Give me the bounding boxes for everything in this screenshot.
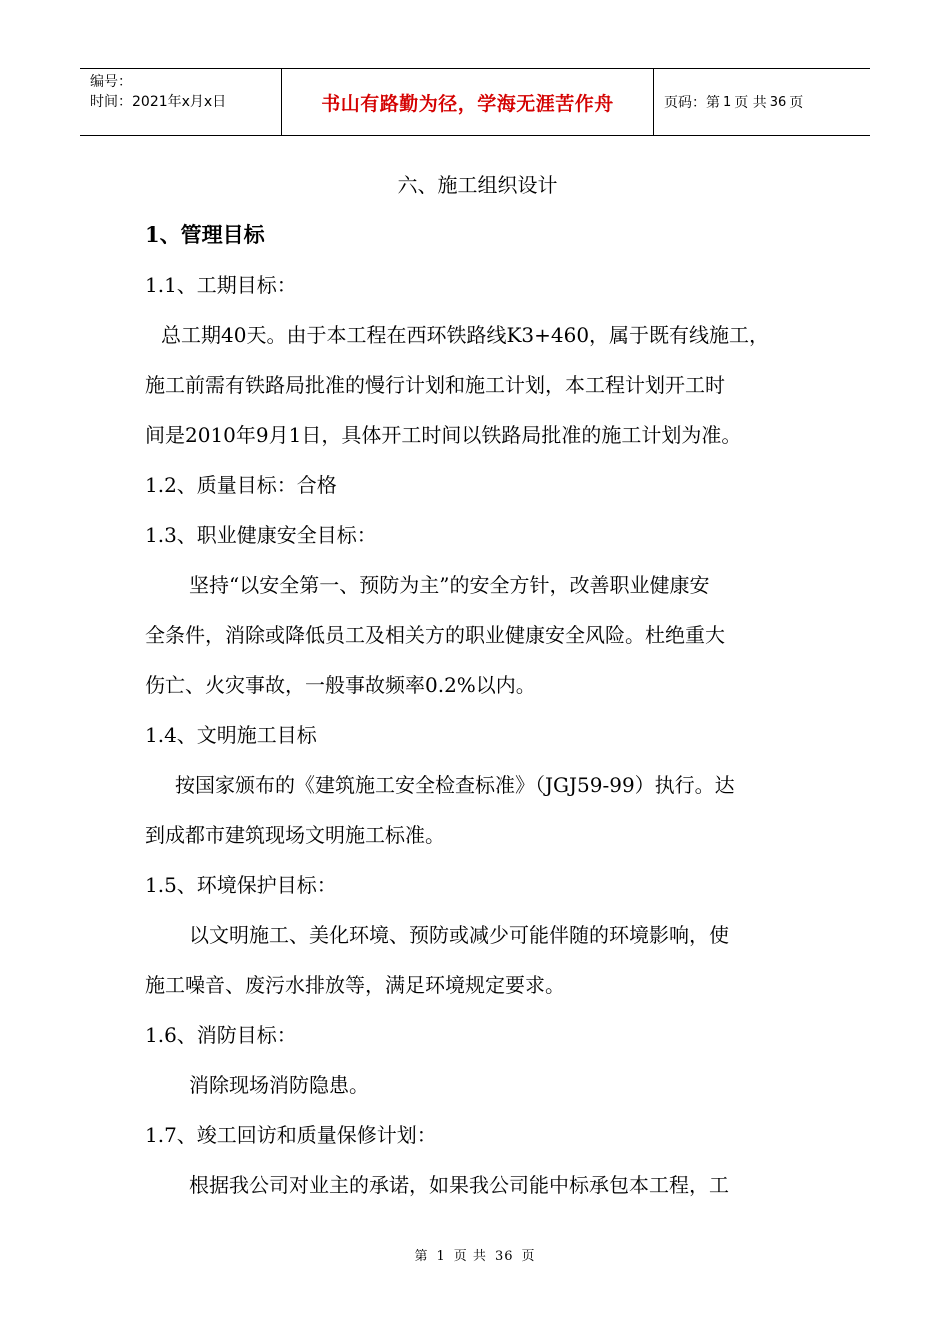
paragraph-line: 间是2010年9月1日，具体开工时间以铁路局批准的施工计划为准。 <box>145 423 742 447</box>
paragraph-line: 以文明施工、美化环境、预防或减少可能伴随的环境影响，使 <box>189 923 729 947</box>
header-motto-cell <box>282 69 654 135</box>
page-current-number: 1 <box>723 94 732 110</box>
footer-suffix: 页 <box>521 1249 536 1264</box>
footer-total-pages: 36 <box>494 1249 514 1264</box>
subsection-heading-schedule: 1.1、工期目标： <box>145 273 297 297</box>
subsection-heading-civilized-construction: 1.4、文明施工目标 <box>145 723 317 747</box>
paragraph-line: 按国家颁布的《建筑施工安全检查标准》（JGJ59-99）执行。达 <box>175 773 735 797</box>
page-header <box>80 68 870 136</box>
paragraph-line: 坚持“以安全第一、预防为主”的安全方针，改善职业健康安 <box>189 573 710 597</box>
paragraph-line: 总工期40天。由于本工程在西环铁路线K3+460，属于既有线施工， <box>161 323 770 347</box>
header-page-cell <box>654 69 870 135</box>
paragraph-line: 全条件，消除或降低员工及相关方的职业健康安全风险。杜绝重大 <box>145 623 725 647</box>
paragraph-line: 消除现场消防隐患。 <box>189 1073 369 1097</box>
subsection-heading-fire-protection: 1.6、消防目标： <box>145 1023 297 1047</box>
page-label-suffix: 页 <box>789 95 804 111</box>
subsection-heading-safety: 1.3、职业健康安全目标： <box>145 523 377 547</box>
footer-current-page: 1 <box>436 1249 446 1264</box>
page-footer <box>0 1245 950 1264</box>
header-motto: 书山有路勤为径，学海无涯苦作舟 <box>321 92 614 115</box>
document-time-label: 时间：2021年x月x日 <box>90 94 227 110</box>
page-total-number: 36 <box>769 94 787 110</box>
subsection-heading-warranty: 1.7、竣工回访和质量保修计划： <box>145 1123 437 1147</box>
paragraph-line: 到成都市建筑现场文明施工标准。 <box>145 823 445 847</box>
paragraph-line: 伤亡、火灾事故，一般事故频率0.2%以内。 <box>145 673 536 697</box>
subsection-heading-environment: 1.5、环境保护目标： <box>145 873 337 897</box>
paragraph-line: 施工噪音、废污水排放等，满足环境规定要求。 <box>145 973 565 997</box>
footer-prefix: 第 <box>414 1249 429 1264</box>
paragraph-line: 根据我公司对业主的承诺，如果我公司能中标承包本工程，工 <box>189 1173 729 1197</box>
header-meta-cell <box>80 69 282 135</box>
footer-mid: 页 共 <box>453 1249 487 1264</box>
paragraph-line: 施工前需有铁路局批准的慢行计划和施工计划，本工程计划开工时 <box>145 373 725 397</box>
page-label-prefix: 页码：第 <box>664 95 720 111</box>
document-title: 六、施工组织设计 <box>397 173 558 197</box>
document-number-label: 编号： <box>90 74 132 90</box>
section-heading-management-goals: 1、管理目标 <box>145 222 265 247</box>
subsection-heading-quality: 1.2、质量目标：合格 <box>145 473 337 497</box>
document-body <box>145 160 810 1210</box>
page-label-mid: 页 共 <box>734 95 767 111</box>
